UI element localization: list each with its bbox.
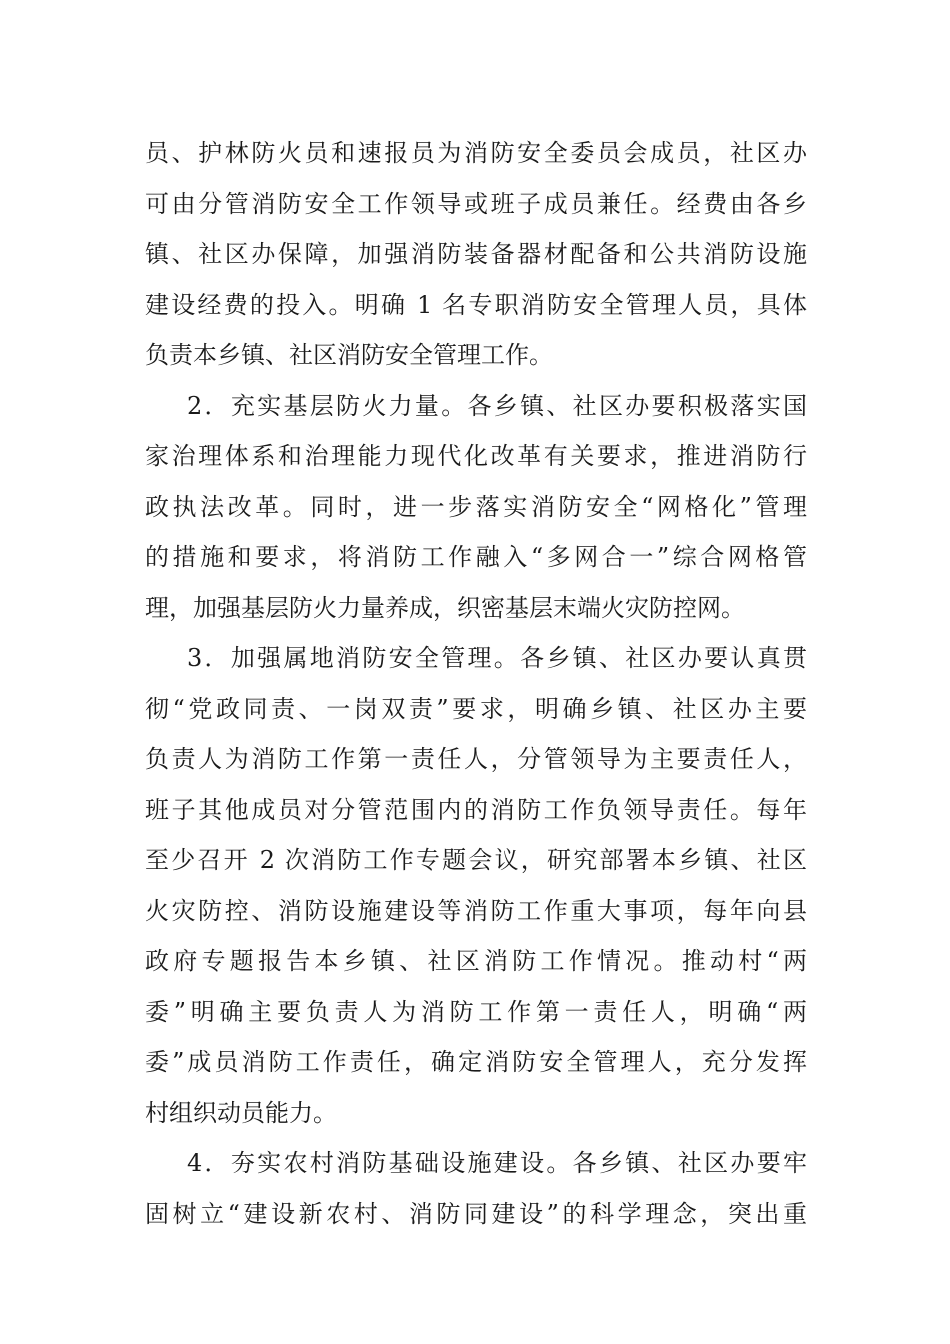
section-heading-line: 2．充实基层防火力量。各乡镇、社区办要积极落实国: [187, 391, 807, 420]
text-line: 负责人为消防工作第一责任人，分管领导为主要责任人，: [145, 745, 807, 773]
text-line: 委”明确主要负责人为消防工作第一责任人，明确“两: [145, 997, 807, 1026]
text-line: 可由分管消防安全工作领导或班子成员兼任。经费由各乡: [145, 189, 807, 218]
text-line: 家治理体系和治理能力现代化改革有关要求，推进消防行: [145, 442, 807, 470]
text-line: 政府专题报告本乡镇、社区消防工作情况。推动村“两: [145, 947, 807, 975]
text-line: 政执法改革。同时，进一步落实消防安全“网格化”管理: [145, 492, 807, 521]
text-line: 委”成员消防工作责任，确定消防安全管理人，充分发挥: [145, 1048, 807, 1076]
text-line: 至少召开 2 次消防工作专题会议，研究部署本乡镇、社区: [145, 846, 807, 874]
text-line: 班子其他成员对分管范围内的消防工作负领导责任。每年: [145, 795, 807, 824]
document-body: [145, 128, 807, 1239]
text-line: 建设经费的投入。明确 1 名专职消防安全管理人员，具体: [145, 290, 807, 319]
text-line: 彻“党政同责、一岗双责”要求，明确乡镇、社区办主要: [145, 694, 807, 723]
text-line: 村组织动员能力。: [145, 1098, 337, 1127]
text-line: 的措施和要求，将消防工作融入“多网合一”综合网格管: [145, 543, 807, 571]
text-line: 固树立“建设新农村、消防同建设”的科学理念，突出重: [145, 1199, 807, 1228]
section-heading-line: 4．夯实农村消防基础设施建设。各乡镇、社区办要牢: [187, 1149, 807, 1177]
text-line: 镇、社区办保障，加强消防装备器材配备和公共消防设施: [145, 240, 807, 268]
text-line: 员、护林防火员和速报员为消防安全委员会成员，社区办: [145, 139, 807, 167]
text-line: 负责本乡镇、社区消防安全管理工作。: [145, 341, 553, 369]
text-line: 理，加强基层防火力量养成，织密基层末端火灾防控网。: [145, 593, 745, 622]
section-heading-line: 3．加强属地消防安全管理。各乡镇、社区办要认真贯: [187, 644, 807, 672]
text-line: 火灾防控、消防设施建设等消防工作重大事项，每年向县: [145, 896, 807, 925]
